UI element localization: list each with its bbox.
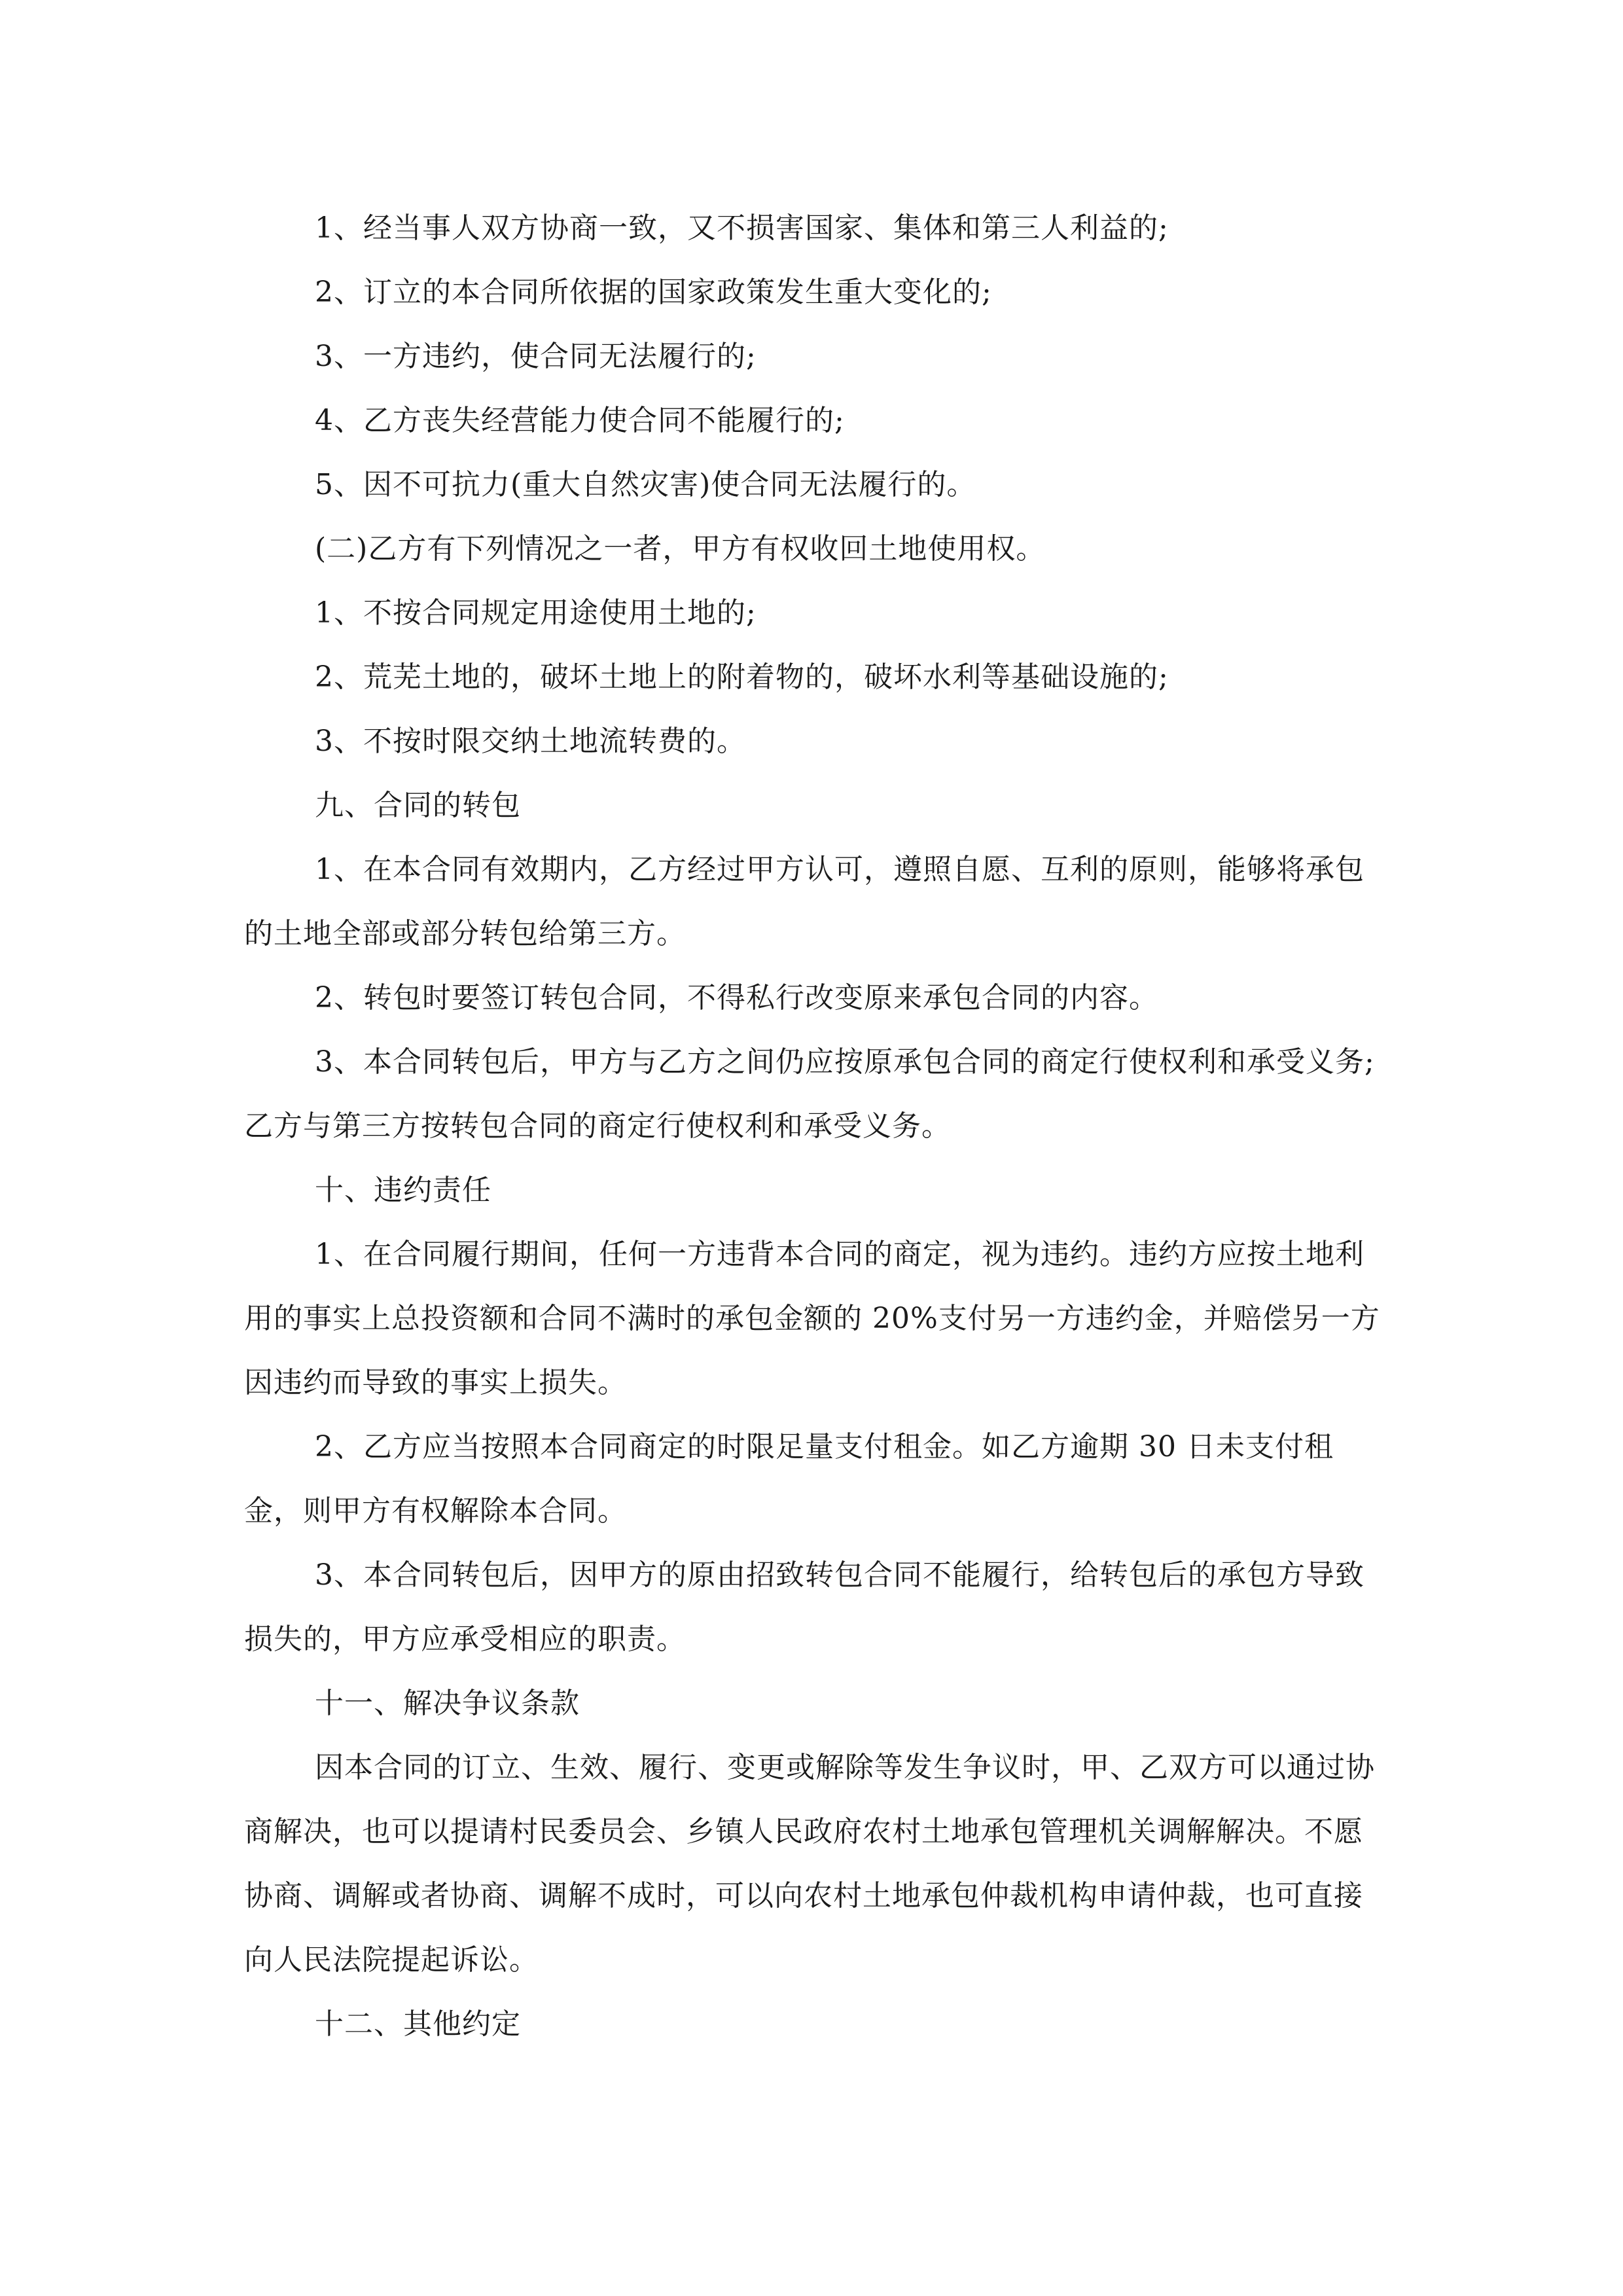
section-heading-dispute: 十一、解决争议条款 xyxy=(315,1687,580,1720)
section-heading-subcontract: 九、合同的转包 xyxy=(315,789,521,822)
paragraph-subcontract-2: 2、转包时要签订转包合同，不得私行改变原来承包合同的内容。 xyxy=(315,981,1158,1014)
paragraph-termination-condition-3: 3、一方违约，使合同无法履行的; xyxy=(315,340,757,373)
paragraph-dispute: 因本合同的订立、生效、履行、变更或解除等发生争议时，甲、乙双方可以通过协商解决，也可以提请村民委员会、乡镇人民政府农村土地承包管理机关调解解决。不愿协商、调解或者协商、调解不成时，可以向农村土地承包仲裁机构申请仲裁，也可直接向人民法院提起诉讼。 xyxy=(244,1751,1375,1977)
subsection-heading-reclaim: (二)乙方有下列情况之一者，甲方有权收回土地使用权。 xyxy=(315,532,1046,565)
paragraph-liability-2: 2、乙方应当按照本合同商定的时限足量支付租金。如乙方逾期 30 日未支付租金，则甲方有权解除本合同。 xyxy=(244,1430,1334,1528)
paragraph-termination-condition-2: 2、订立的本合同所依据的国家政策发生重大变化的; xyxy=(315,276,992,309)
section-heading-other: 十二、其他约定 xyxy=(315,2007,521,2041)
paragraph-reclaim-condition-2: 2、荒芜土地的，破坏土地上的附着物的，破坏水利等基础设施的; xyxy=(315,660,1169,694)
paragraph-reclaim-condition-1: 1、不按合同规定用途使用土地的; xyxy=(315,596,757,630)
document-body xyxy=(244,196,1383,2056)
section-heading-liability: 十、违约责任 xyxy=(315,1174,491,1207)
paragraph-subcontract-3: 3、本合同转包后，甲方与乙方之间仍应按原承包合同的商定行使权利和承受义务;乙方与第三方按转包合同的商定行使权利和承受义务。 xyxy=(244,1045,1375,1143)
paragraph-termination-condition-1: 1、经当事人双方协商一致，又不损害国家、集体和第三人利益的; xyxy=(315,211,1169,245)
paragraph-termination-condition-4: 4、乙方丧失经营能力使合同不能履行的; xyxy=(315,404,845,437)
paragraph-reclaim-condition-3: 3、不按时限交纳土地流转费的。 xyxy=(315,725,746,758)
paragraph-liability-3: 3、本合同转包后，因甲方的原由招致转包合同不能履行，给转包后的承包方导致损失的，甲方应承受相应的职责。 xyxy=(244,1558,1364,1656)
paragraph-subcontract-1: 1、在本合同有效期内，乙方经过甲方认可，遵照自愿、互利的原则，能够将承包的土地全部或部分转包给第三方。 xyxy=(244,853,1364,950)
paragraph-termination-condition-5: 5、因不可抗力(重大自然灾害)使合同无法履行的。 xyxy=(315,468,976,501)
paragraph-liability-1: 1、在合同履行期间，任何一方违背本合同的商定，视为违约。违约方应按土地利用的事实上总投资额和合同不满时的承包金额的 20%支付另一方违约金，并赔偿另一方因违约而导致的事实上损失。 xyxy=(244,1238,1380,1399)
